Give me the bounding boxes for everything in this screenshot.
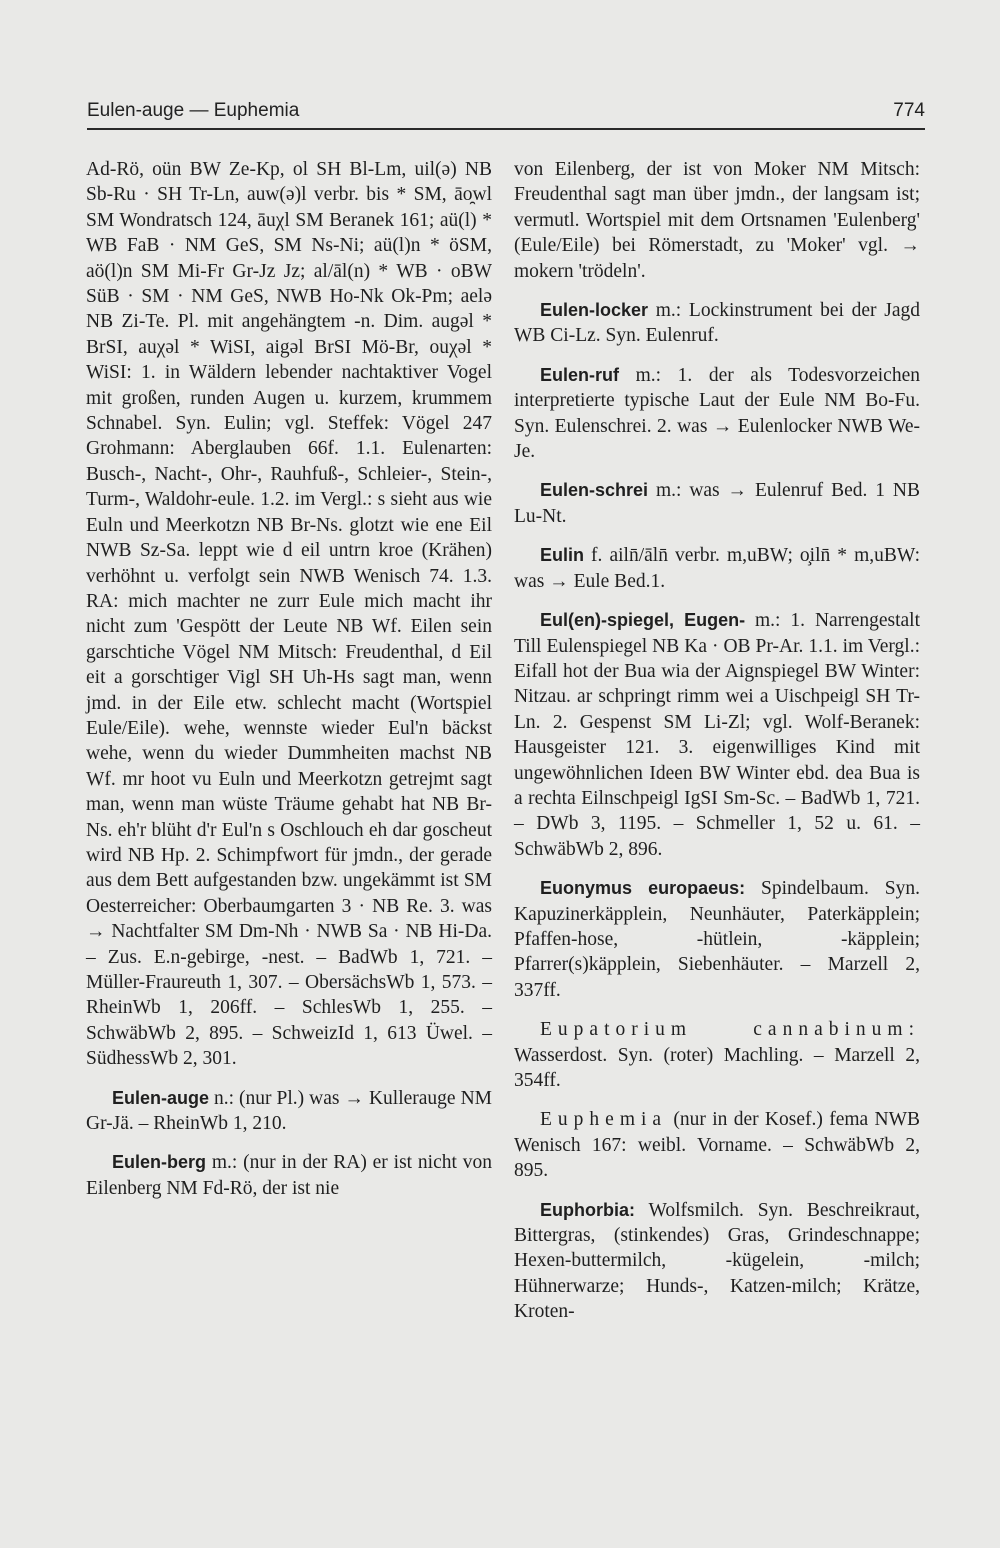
dictionary-entry — [514, 363, 920, 465]
entry-continuation — [514, 157, 920, 284]
dictionary-entry — [514, 876, 920, 1003]
entry-headword: Eulen-locker — [540, 300, 649, 321]
entry-headword: Euonymus europaeus: — [540, 878, 746, 899]
dictionary-entry — [514, 608, 920, 862]
entry-text: m.: (nur in der RA) er ist nicht von Eilenberg NM Fd-Rö, der ist nie — [86, 1152, 492, 1199]
entry-text: Wasserdost. Syn. (roter) Machling. – Marzell 2, 354ff. — [514, 1044, 920, 1091]
dictionary-entry — [514, 1198, 920, 1325]
entry-text: von Eilenberg, der ist von Moker NM Mitsch: Freudenthal sagt man über jmdn., der langsam ist; vermutl. Wortspiel mit dem Ortsnamen 'Eulenberg' (Eule/Eile) bei Römerstadt, zu 'Moker' vgl. → mokern 'trödeln'. — [514, 159, 920, 282]
entry-headword-latin: Eupatorium cannabinum: — [540, 1019, 920, 1041]
entry-text: (nur in der Kosef.) fema NWB Wenisch 167: weibl. Vorname. – SchwäbWb 2, 895. — [514, 1109, 920, 1182]
entry-continuation — [86, 157, 492, 1072]
entry-headword: Eulen-schrei — [540, 480, 649, 501]
entry-text: f. ailn̄/āln̄ verbr. m,uBW; o̧iln̄ * m,uBW: was → Eule Bed.1. — [514, 545, 920, 592]
dictionary-entry — [514, 1107, 920, 1183]
entry-headword: Eulen-ruf — [540, 364, 619, 385]
entry-text: n.: (nur Pl.) was → Kullerauge NM Gr-Jä. – RheinWb 1, 210. — [86, 1087, 492, 1135]
dictionary-entry — [514, 478, 920, 529]
entry-headword: Eulen-berg — [112, 1152, 207, 1173]
header-rule — [87, 128, 925, 130]
dictionary-entry — [514, 1017, 920, 1093]
running-header — [87, 100, 925, 122]
entry-text: m.: was → Eulenruf Bed. 1 NB Lu-Nt. — [514, 480, 920, 527]
dictionary-entry — [514, 298, 920, 349]
entry-headword: Eul(en)-spiegel, Eugen- — [540, 610, 746, 631]
header-title: Eulen-auge — Euphemia — [87, 100, 300, 121]
dictionary-entry — [514, 543, 920, 594]
entry-text: Spindelbaum. Syn. Kapuzinerkäpplein, Neunhäuter, Paterkäpplein; Pfaffen-hose, -hütlein, -käpplein; Pfarrer(s)käpplein, Siebenhäuter. – Marzell 2, 337ff. — [514, 878, 920, 1001]
entry-text: Ad-Rö, oün BW Ze-Kp, ol SH Bl-Lm, uil(ə) NB Sb-Ru · SH Tr-Ln, auw(ə)l verbr. bis * SM, āo̯wl SM Wondratsch 124, āuχl SM Beranek 161; aü(l) * WB FaB · NM GeS, SM Ns-Ni; aü(l)n * öSM, aö(l)n SM Mi-Fr Gr-Jz Jz; al/āl(n) * WB · oBW SüB · SM · NM GeS, NWB Ho-Nk Ok-Pm; aelə NB Zi-Te. Pl. mit angehängtem -n. Dim. augəl * BrSI, auχəl * WiSI, aigəl BrSI Mö-Br, ouχəl * WiSI: 1. in Wäldern lebender nachtaktiver Vogel mit großen, runden Augen u. kurzem, krummem Schnabel. Syn. Eulin; vgl. Steffek: Vögel 247 Grohmann: Aberglauben 66f. 1.1. Eulenarten: Busch-, Nacht-, Ohr-, Rauhfuß-, Schleier-, Stein-, Turm-, Waldohr-eule. 1.2. im Vergl.: s sieht aus wie Euln und Meerkotzn NB Br-Ns. glotzt wie ene Eil NWB Sz-Sa. leppt wie d eil untrn kroe (Krähen) verhöhnt u. verfolgt sein NWB Wenisch 74. 1.3. RA: mich machter ne zurr Eule mich macht ihr nicht zum 'Gespött der Leute NB Wf. Eilen sein garschtiche Vögel NM Mitsch: Freudenthal, d Eil eit a gorschtiger Vigl SH Uh-Hs sagt man, wenn jmd. in der Eile etw. schlecht macht (Wortspiel Eule/Eile). wehe, wennste wieder Eul'n bäckst wehe, wenn du wieder Dummheiten machst NB Wf. mr hoot vu Euln und Meerkotzn getrejmt sagt man, wenn man wüste Träume gehabt hat NB Br-Ns. eh'r blüht d'r Eul'n s Oschlouch eh dar goscheut wird NB Hp. 2. Schimpfwort für jmdn., der gerade aus dem Bett aufgestanden bzw. ungekämmt ist SM Oesterreicher: Oberbaumgarten 3 · NB Re. 3. was → Nachtfalter SM Dm-Nh · NWB Sa · NB Hi-Da. – Zus. E.n-gebirge, -nest. – BadWb 1, 721. – Müller-Fraureuth 1, 307. – ObersächsWb 1, 573. – RheinWb 1, 206ff. – SchlesWb 1, 255. – SchwäbWb 2, 895. – SchweizId 1, 613 Üwel. – SüdhessWb 2, 301. — [86, 159, 492, 1070]
entry-text: Wolfsmilch. Syn. Beschreikraut, Bittergras, (stinkendes) Gras, Grindeschnappe; Hexen-buttermilch, -kügelein, -milch; Hühnerwarze; Hunds-, Katzen-milch; Krätze, Kroten- — [514, 1199, 920, 1323]
left-column — [86, 157, 492, 1215]
entry-text: m.: 1. Narrengestalt Till Eulenspiegel NB Ka · OB Pr-Ar. 1.1. im Vergl.: Eifall hot der Bua wia der Aignspiegel BW Winter: Nitzau. ar schpringt rimm wei a Uischpeigl SH Tr-Ln. 2. Gespenst SM Li-Zl; vgl. Wolf-Beranek: Hausgeister 121. 3. eigenwilliges Kind mit ungewöhnlichen Ideen BW Winter ebd. dea Bua is a rechta Eilnschpeigl IgSI Sm-Sc. – BadWb 1, 721. – DWb 3, 1195. – Schmeller 1, 52 u. 61. – SchwäbWb 2, 896. — [514, 610, 920, 860]
entry-text: m.: Lockinstrument bei der Jagd WB Ci-Lz. Syn. Eulenruf. — [514, 300, 921, 347]
dictionary-entry — [86, 1150, 492, 1201]
right-column — [514, 157, 920, 1339]
entry-headword: Euphorbia: — [540, 1199, 635, 1220]
dictionary-entry — [86, 1086, 492, 1137]
entry-text: m.: 1. der als Todesvorzeichen interpretierte typische Laut der Eule NM Bo-Fu. Syn. Eulenschrei. 2. was → Eulenlocker NWB We-Je. — [514, 364, 920, 463]
entry-headword: Eulin — [540, 545, 584, 566]
entry-headword-latin: Euphemia — [540, 1109, 668, 1131]
entry-headword: Eulen-auge — [112, 1087, 210, 1108]
page-number: 774 — [893, 100, 925, 121]
